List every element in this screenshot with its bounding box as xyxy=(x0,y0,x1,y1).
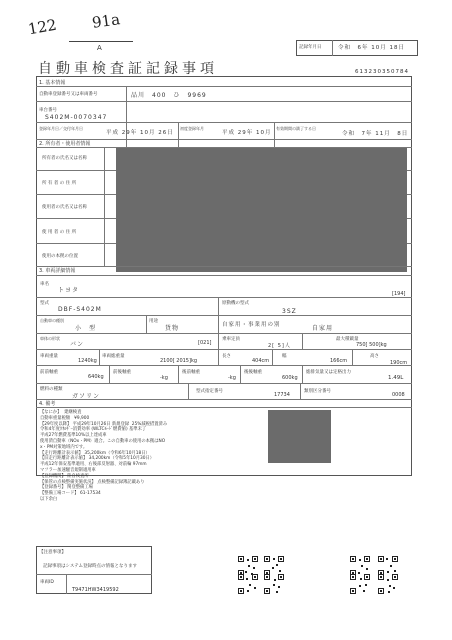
notes-text: 記録事項はシステム登録時点の情報となります xyxy=(43,564,138,569)
section-remarks-title: 4. 備考 xyxy=(39,401,56,407)
chassis-number-value: S402M-0070347 xyxy=(45,114,108,121)
rear-front-axle-label: 後前軸重 xyxy=(182,370,200,375)
business-type-label: 自家用・事業用の別 xyxy=(222,322,281,328)
handwritten-number-left: 122 xyxy=(26,15,58,39)
redacted-remarks-area xyxy=(268,410,331,463)
rear-rear-axle-value: 600kg xyxy=(282,375,298,381)
first-reg-date-value: 平成 29年 10月 26日 xyxy=(106,130,174,136)
vehicle-kind-value: 小 型 xyxy=(75,325,97,332)
owner-name-label: 所有者の氏名又は名称 xyxy=(42,156,87,161)
record-date-value: 令和 6年 10月 18日 xyxy=(338,45,405,51)
first-reg-date-label: 登録年月日／交付年月日 xyxy=(39,126,83,131)
maker-label: 車名 xyxy=(40,282,49,287)
engine-model-label: 原動機の型式 xyxy=(222,301,249,306)
vehicle-weight-label: 車両重量 xyxy=(40,354,58,359)
front-rear-axle-value: -kg xyxy=(160,375,168,381)
owner-address-label: 所 有 者 の 住 所 xyxy=(42,181,77,186)
type-number-value: 17734 xyxy=(274,392,290,398)
body-shape-value: バン xyxy=(70,341,85,348)
maker-value: トヨタ xyxy=(58,287,80,294)
max-load-value: 750[ 500]kg xyxy=(356,342,387,348)
length-value: 404cm xyxy=(252,358,270,364)
gross-weight-label: 車両総重量 xyxy=(102,354,125,359)
qr-code-1 xyxy=(238,556,258,576)
vehicle-weight-value: 1240kg xyxy=(78,358,97,364)
height-value: 190cm xyxy=(390,360,408,366)
handwritten-number-right: 91a xyxy=(90,10,122,32)
front-rear-axle-label: 前後軸重 xyxy=(113,370,131,375)
width-value: 166cm xyxy=(330,358,348,364)
page-title: 自動車検査証記録事項 xyxy=(38,61,218,77)
first-reg-year-value: 平成 29年 10月 xyxy=(222,130,272,136)
user-address-label: 使 用 者 の 住 所 xyxy=(42,230,77,235)
model-label: 型式 xyxy=(40,301,49,306)
chassis-number-label: 車台番号 xyxy=(39,108,57,113)
doc-mark: A xyxy=(97,44,102,52)
model-value: DBF-S402M xyxy=(58,306,102,313)
qr-code-3 xyxy=(264,556,284,576)
usage-label: 用途 xyxy=(149,319,158,324)
qr-code-2 xyxy=(238,574,258,594)
qr-code-6 xyxy=(350,574,370,594)
capacity-label: 乗車定員 xyxy=(222,337,240,342)
length-label: 長さ xyxy=(222,354,231,359)
rear-rear-axle-label: 後後軸重 xyxy=(244,370,262,375)
maker-code: [194] xyxy=(392,291,406,297)
user-name-label: 使用者の氏名又は名称 xyxy=(42,205,87,210)
redacted-owner-info xyxy=(116,148,407,272)
height-label: 高さ xyxy=(370,354,379,359)
business-type-value: 自家用 xyxy=(312,325,334,332)
section-owner-title: 2. 所有者・使用者情報 xyxy=(39,141,91,147)
expiry-date-value: 令和 7年 11月 8日 xyxy=(342,131,409,137)
rear-front-axle-value: -kg xyxy=(228,375,236,381)
document-number: 613230350784 xyxy=(355,69,409,75)
width-label: 幅 xyxy=(282,354,287,359)
gross-weight-value: 2100[ 2015]kg xyxy=(160,358,198,364)
max-load-label: 最大積載量 xyxy=(336,337,359,342)
fuel-type-value: ガソリン xyxy=(72,393,101,400)
reg-number-value: 品川 400 ひ 9969 xyxy=(131,92,207,99)
body-shape-code: [021] xyxy=(198,340,212,346)
first-reg-year-label: 初度登録年月 xyxy=(180,126,204,131)
expiry-date-label: 有効期間の満了する日 xyxy=(276,126,316,131)
type-number-label: 型式指定番号 xyxy=(196,389,223,394)
capacity-value: 2[ 5]人 xyxy=(268,343,291,349)
vehicle-id-label: 車両ID xyxy=(40,580,54,585)
fuel-type-label: 燃料の種類 xyxy=(40,387,63,392)
front-front-axle-label: 前前軸重 xyxy=(40,370,58,375)
section-vehicle-title: 3. 車両詳細情報 xyxy=(39,268,76,274)
section-basic-title: 1. 基本情報 xyxy=(39,80,66,86)
usage-value: 貨物 xyxy=(165,325,180,332)
engine-model-value: 3SZ xyxy=(282,308,297,315)
header-rule xyxy=(69,41,133,42)
class-number-value: 0008 xyxy=(392,392,405,398)
qr-code-8 xyxy=(378,574,398,594)
qr-code-7 xyxy=(378,556,398,576)
body-shape-label: 車体の形状 xyxy=(40,336,60,341)
vehicle-kind-label: 自動車の種別 xyxy=(40,318,64,323)
qr-code-5 xyxy=(350,556,370,576)
record-date-label: 記録年月日 xyxy=(299,45,322,50)
base-location-label: 使用の本拠の位置 xyxy=(42,254,78,259)
qr-code-4 xyxy=(264,574,284,594)
reg-number-label: 自動車登録番号又は車両番号 xyxy=(39,92,98,97)
class-number-label: 類別区分番号 xyxy=(304,389,331,394)
vehicle-id-value: T9471HW3419592 xyxy=(72,587,119,593)
displacement-value: 1.49L xyxy=(388,375,404,381)
remarks-text: 【なにか】 建継検査 自動車重量税額 ¥9,900 【29年度以降】 平成29年10月26日 新規登録 25%減税措置済み 令和4年度ﾈﾈﾙｷﾞｰ消費効率 (WLTCﾓｰﾄﾞ燃費値) 基準未了 平成27年燃費基準10%以上達成車 使用済自動車（NOx・PM）適合。この自動車の使用の本拠はNO x・PM対策地域内です。 【走行距離計表示値】 35,200km（令和6年10月18日） 【旧走行距離計表示値】 34,200km（令和5年10月30日） 平成12年保安基準適用、右後部反射器、対前輪 97mm マフラー加速騒音規制適用車 【登録機関】 陸自検査所 【保管の点検整備実施状況】 点検整備記録簿記載あり 【登録番号】 関登整備工場 【整備工場コード】 61-17534 以下余白 xyxy=(40,410,168,502)
notes-title: 【注意事項】 xyxy=(39,550,66,555)
displacement-label: 総排気量又は定格出力 xyxy=(306,370,351,375)
front-front-axle-value: 640kg xyxy=(88,374,104,380)
